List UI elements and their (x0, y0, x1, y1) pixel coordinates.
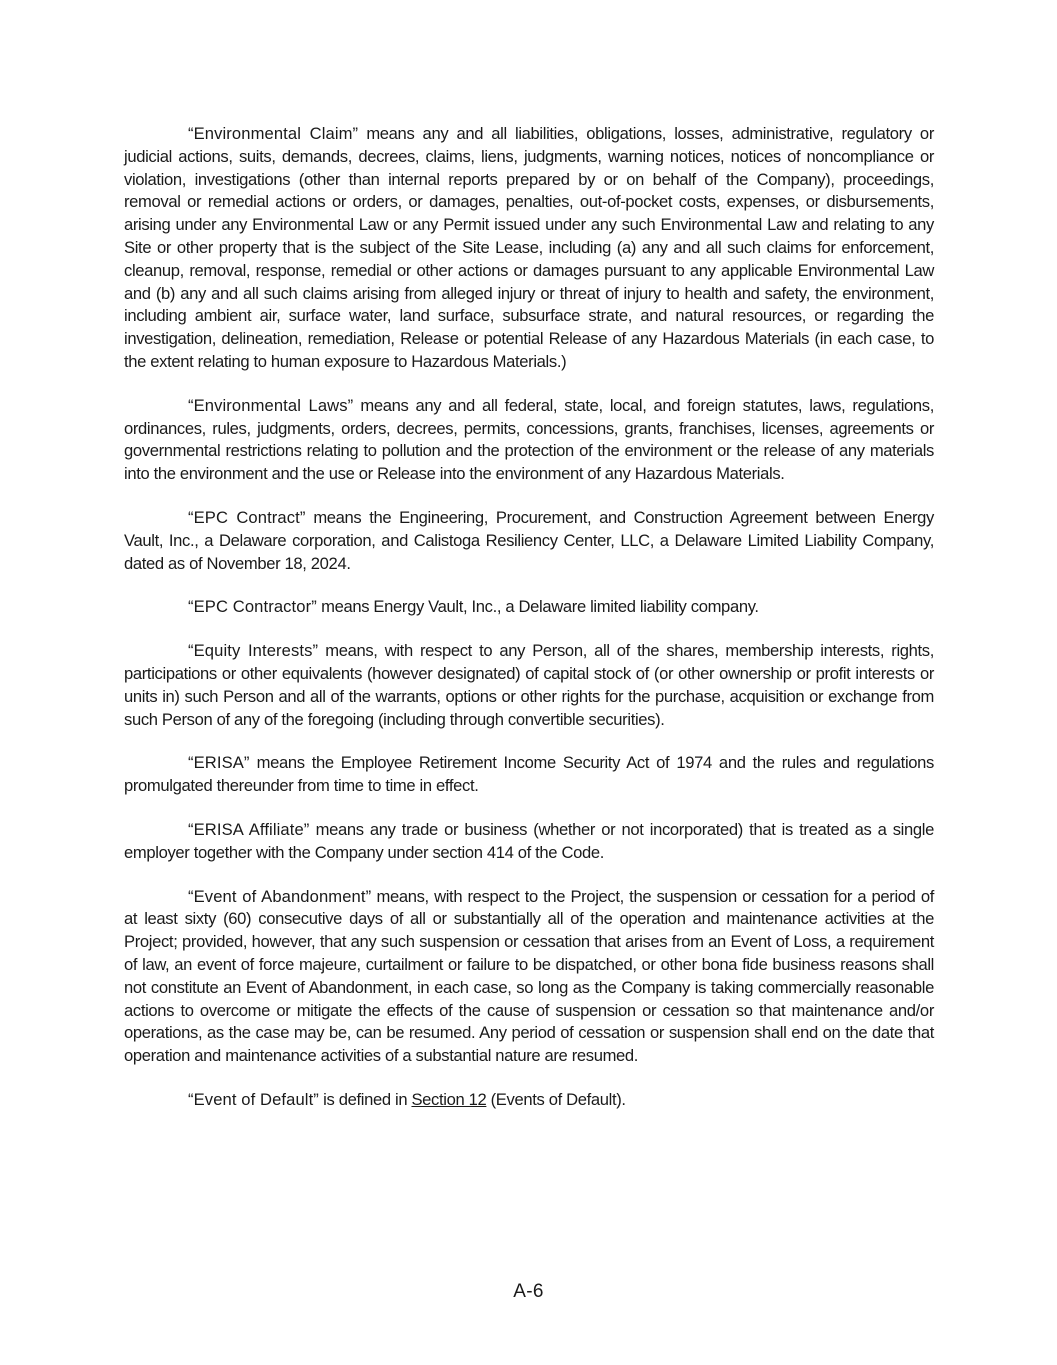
definition-text: means any trade or business (whether or not incorporated) that is treated as a single employer together with the Company under section 414 of the Code. (124, 819, 934, 862)
definition-equity-interests (124, 640, 934, 731)
definition-environmental-laws (124, 395, 934, 486)
definition-text: means any and all federal, state, local, and foreign statutes, laws, regulations, ordinances, rules, judgments, orders, decrees, permits, concessions, grants, franchises, licenses, agreements or governmental restrictions relating to pollution and the protection of the environment or the release of any materials into the environment and the use or Release into the environment of any Hazardous Materials. (124, 395, 934, 484)
definition-epc-contractor (124, 596, 934, 619)
defined-term: “Environmental Claim” (188, 124, 359, 143)
definition-text: means, with respect to any Person, all of the shares, membership interests, rights, participations or other equivalents (however designated) of capital stock of (or other ownership or profit interests or units in) such Person and all of the warrants, options or other rights for the purchase, acquisition or exchange from such Person of any of the foregoing (including through convertible securities). (124, 641, 935, 729)
definition-event-of-default (124, 1089, 934, 1112)
page-number: A-6 (513, 1281, 544, 1302)
definition-erisa (124, 752, 934, 798)
definition-erisa-affiliate (124, 819, 934, 865)
defined-term: “ERISA” (188, 753, 250, 773)
definition-epc-contract (124, 507, 934, 575)
defined-term: “Environmental Laws” (188, 395, 354, 415)
defined-term: “ERISA Affiliate” (188, 819, 310, 839)
defined-term: “Equity Interests” (188, 641, 319, 661)
definition-text: means any and all liabilities, obligations, losses, administrative, regulatory or judicial actions, suits, demands, decrees, claims, liens, judgments, warning notices, notices of noncompliance or violation, investigations (other than internal reports prepared by or on behalf of the Company), proceedings, removal or remedial actions or orders, or damages, penalties, out-of-pocket costs, expenses, or disbursements, arising under any Environmental Law or any Permit issued under any such Environmental Law and relating to any Site or other property that is the subject of the Site Lease, including (a) any and all such claims for enforcement, cleanup, removal, response, remedial or other actions or damages pursuant to any applicable Environmental Law and (b) any and all such claims arising from alleged injury or threat of injury to health and safety, the environment, including ambient air, surface water, land surface, subsurface strate, and natural resources, or regarding the investigation, delineation, remediation, Release or potential Release of any Hazardous Materials (in each case, to the extent relating to human exposure to Hazardous Materials.) (124, 124, 934, 371)
defined-term: “Event of Abandonment” (188, 886, 372, 906)
defined-term: “Event of Default” (188, 1089, 319, 1109)
definition-text: means Energy Vault, Inc., a Delaware limited liability company. (316, 597, 759, 617)
definition-text: means the Employee Retirement Income Security Act of 1974 and the rules and regulations promulgated thereunder from time to time in effect. (124, 753, 934, 796)
definition-environmental-claim (124, 123, 934, 374)
definition-text: means, with respect to the Project, the suspension or cessation for a period of at least sixty (60) consecutive days of all or substantially all of the operation and maintenance activities at the Project; provided, however, that any such suspension or cessation that arises from an Event of Loss, a requirement of law, an event of force majeure, curtailment or failure to be dispatched, or other bona fide business reasons shall not constitute an Event of Abandonment, in each case, so long as the Company is taking commercially reasonable actions to overcome or mitigate the effects of the cause of suspension or cessation so that maintenance and/or operations, as the case may be, can be resumed. Any period of cessation or suspension shall end on the date that operation and maintenance activities of a substantial nature are resumed. (124, 886, 934, 1066)
defined-term: “EPC Contractor” (188, 597, 317, 617)
definition-event-of-abandonment (124, 886, 934, 1068)
document-page (124, 123, 934, 1133)
definition-text: means the Engineering, Procurement, and Construction Agreement between Energy Vault, Inc., a Delaware corporation, and Calistoga Resiliency Center, LLC, a Delaware Limited Liability Company, dated as of November 18, 2024. (124, 507, 934, 573)
section-reference-link[interactable]: Section 12 (411, 1089, 487, 1109)
definition-text: (Events of Default). (486, 1089, 626, 1109)
definition-text: is defined in (318, 1089, 412, 1109)
defined-term: “EPC Contract” (188, 507, 306, 527)
